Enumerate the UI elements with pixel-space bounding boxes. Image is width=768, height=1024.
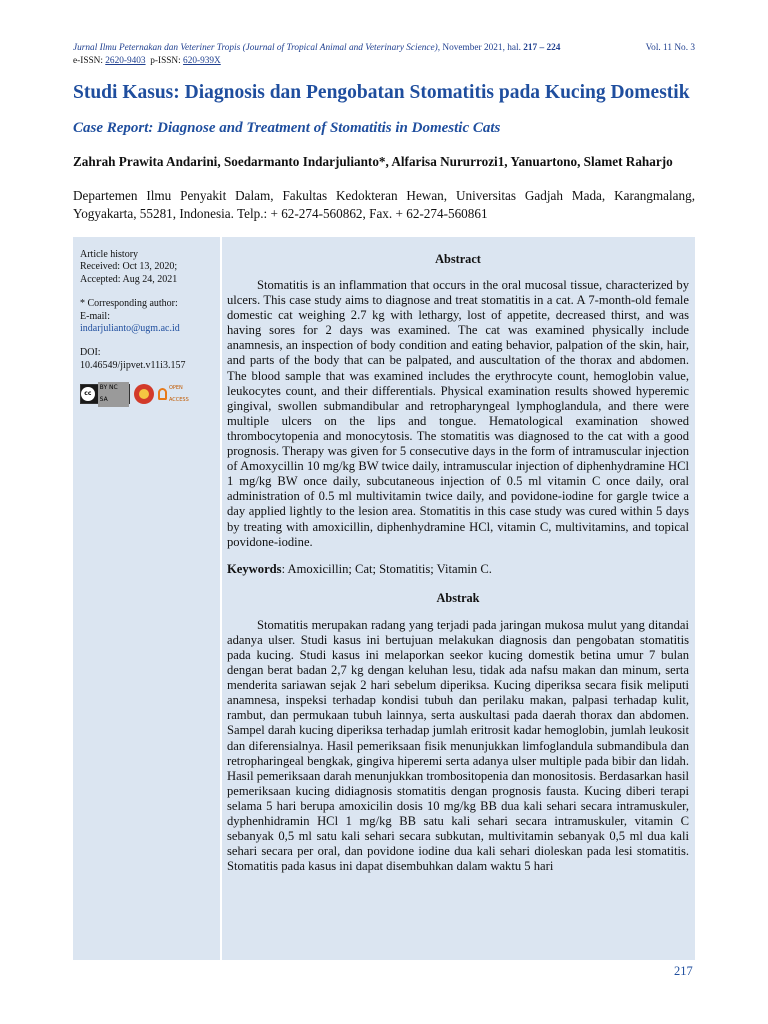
article-title: Studi Kasus: Diagnosis dan Pengobatan Stomatitis pada Kucing Domestik	[73, 82, 690, 103]
cc-license-icon[interactable]	[80, 384, 130, 404]
open-access-label: OPEN ACCESS	[168, 384, 189, 404]
doi-label: DOI:	[80, 347, 101, 359]
journal-citation-row	[73, 42, 695, 55]
page-number: 217	[674, 964, 693, 978]
article-subtitle: Case Report: Diagnose and Treatment of Stomatitis in Domestic Cats	[73, 120, 501, 136]
license-badges	[80, 384, 214, 404]
issue-info: , November 2021, hal.	[437, 43, 524, 53]
eissn-label: e-ISSN:	[73, 56, 106, 66]
issn-row	[73, 55, 695, 68]
journal-citation	[73, 42, 560, 55]
abstrak-text: Stomatitis merupakan radang yang terjadi pada jaringan mukosa mulut yang ditandai adanya ulser. Studi kasus ini bertujuan melakukan diagnosis dan pengobatan stomatitis pada kucing. Studi kasus ini melaporkan seekor kucing domestik betina umur 7 bulan dengan berat badan 2,7 kg dengan keluhan lesu, tidak ada nafsu makan dan minum, serta menderita sariawan sejak 2 hari sebelum diperiksa. Kucing diperiksa secara fisik meliputi anamnesa, inspeksi terhadap kondisi tubuh dan perilaku makan, palpasi terhadap kulit, rambut, dan permukaan tubuh lainnya, serta auskultasi pada daerah thorax dan abdomen. Sampel darah kucing diperiksa terhadap jumlah eritrosit kadar hemoglobin, jumlah leukosit dan diferensialnya. Hasil pemeriksaan fisik menunjukkan limfoglandula submandibula dan retropharingeal bengkak, gingiva hiperemi serta adanya ulser multiple pada bibir dan lidah. Hasil pemeriksaan darah menunjukkan trombositopenia dan monositosis. Berdasarkan hasil pemeriksaan kucing didiagnosis stomatitis dengan prognosis fausta. Kucing diberi terapi selama 5 hari berupa amoxicilin dosis 10 mg/kg BB dua kali sehari secara intramuskuler, dyphenhidramin HCl 1 mg/kg BB satu kali sehari secara intramuskuler, vitamin C sebanyak 0,5 ml satu kali sehari secara subkutan, multivitamin sebanyak 0,5 ml dua kali sehari secara per oral, dan povidone iodine dua kali sehari dioleskan pada lesi stomatitis. Stomatitis pada kasus ini dapat disembuhkan dalam waktu 5 hari	[227, 617, 690, 874]
open-access-icon	[158, 384, 198, 404]
authors: Zahrah Prawita Andarini, Soedarmanto Indarjulianto*, Alfarisa Nururrozi1, Yanuartono, Slamet Raharjo	[73, 154, 673, 169]
pissn-link[interactable]: 620-939X	[183, 56, 221, 66]
page-range: 217 – 224	[523, 43, 561, 53]
corresponding-author	[80, 298, 214, 335]
volume-info: Vol. 11 No. 3	[645, 43, 695, 53]
abstract-heading: Abstract	[435, 252, 481, 266]
doi-block	[80, 347, 214, 372]
email-link[interactable]: indarjulianto@ugm.ac.id	[80, 323, 180, 335]
article-history	[80, 249, 214, 286]
cc-badge-label: BY NC SA	[98, 382, 129, 407]
cc-symbol: cc	[81, 387, 95, 401]
email-label: E-mail:	[80, 310, 110, 322]
history-label: Article history	[80, 249, 139, 260]
doi-value[interactable]: 10.46549/jipvet.v11i3.157	[80, 359, 186, 371]
journal-header	[73, 42, 695, 68]
abstract-panel	[222, 237, 695, 960]
keywords-label: Keywords	[227, 561, 282, 576]
keywords	[227, 562, 689, 577]
pissn-label: p-ISSN:	[150, 56, 184, 66]
keywords-list: : Amoxicillin; Cat; Stomatitis; Vitamin C.	[281, 561, 492, 576]
accepted-date: Accepted: Aug 24, 2021	[80, 273, 178, 285]
abstrak-heading: Abstrak	[436, 590, 480, 605]
eissn-link[interactable]: 2620-9403	[105, 56, 146, 66]
affiliation: Departemen Ilmu Penyakit Dalam, Fakultas Kedokteran Hewan, Universitas Gadjah Mada, Karangmalang, Yogyakarta, 55281, Indonesia. Telp.: + 62-274-560862, Fax. + 62-274-560861	[73, 188, 695, 221]
lock-icon	[158, 388, 167, 400]
article-info-sidebar	[73, 237, 220, 960]
received-date: Received: Oct 13, 2020;	[80, 261, 178, 273]
crossmark-icon[interactable]	[134, 384, 154, 404]
abstract-text: Stomatitis is an inflammation that occurs in the oral mucosal tissue, characterized by ulcers. This case study aims to diagnose and treat stomatitis in a cat. A 7-month-old female domestic cat weighing 2.7 kg with lethargy, lost of appetite, decreased thirst, and was having sores for 2 days was examined. The cat was examined physically include anamnesis, an inspection of body condition and eating behavior, palpation of the skin, hair, and parts of the body that can be palpated, and auscultation of the thorax and abdomen. The blood sample that was examined includes the erythrocyte count, hemoglobin value, leukocytes count, and their differentials. Physical examination results showed hyperemic gingival, swollen submandibular and retropharyngeal lymphoglandula, and there were multiple ulcers on the lips and tongue. Hematological examination showed thrombocytopenia and monocytosis. The stomatitis was diagnosed to the cat with a good prognosis. Therapy was given for 5 consecutive days in the form of intramuscular injection of Amoxycillin 10 mg/kg BW twice daily, intramuscular injection of diphenhydramine HCl 1 mg/kg BW once daily, subcutaneous injection of 0.5 ml vitamin C once daily, oral administration of 0.5 ml multivitamin twice daily, and povidone-iodine for gargle twice a day applied lightly to the lesion area. Stomatitis in this case study was cured within 5 days by treating with amoxicillin, diphenhydramine HCl, vitamin C, multivitamins, and topical povidone-iodine.	[227, 278, 689, 549]
journal-name: Jurnal Ilmu Peternakan dan Veteriner Tropis (Journal of Tropical Animal and Veterinary Science)	[73, 43, 438, 53]
corresponding-label: * Corresponding author:	[80, 298, 178, 310]
